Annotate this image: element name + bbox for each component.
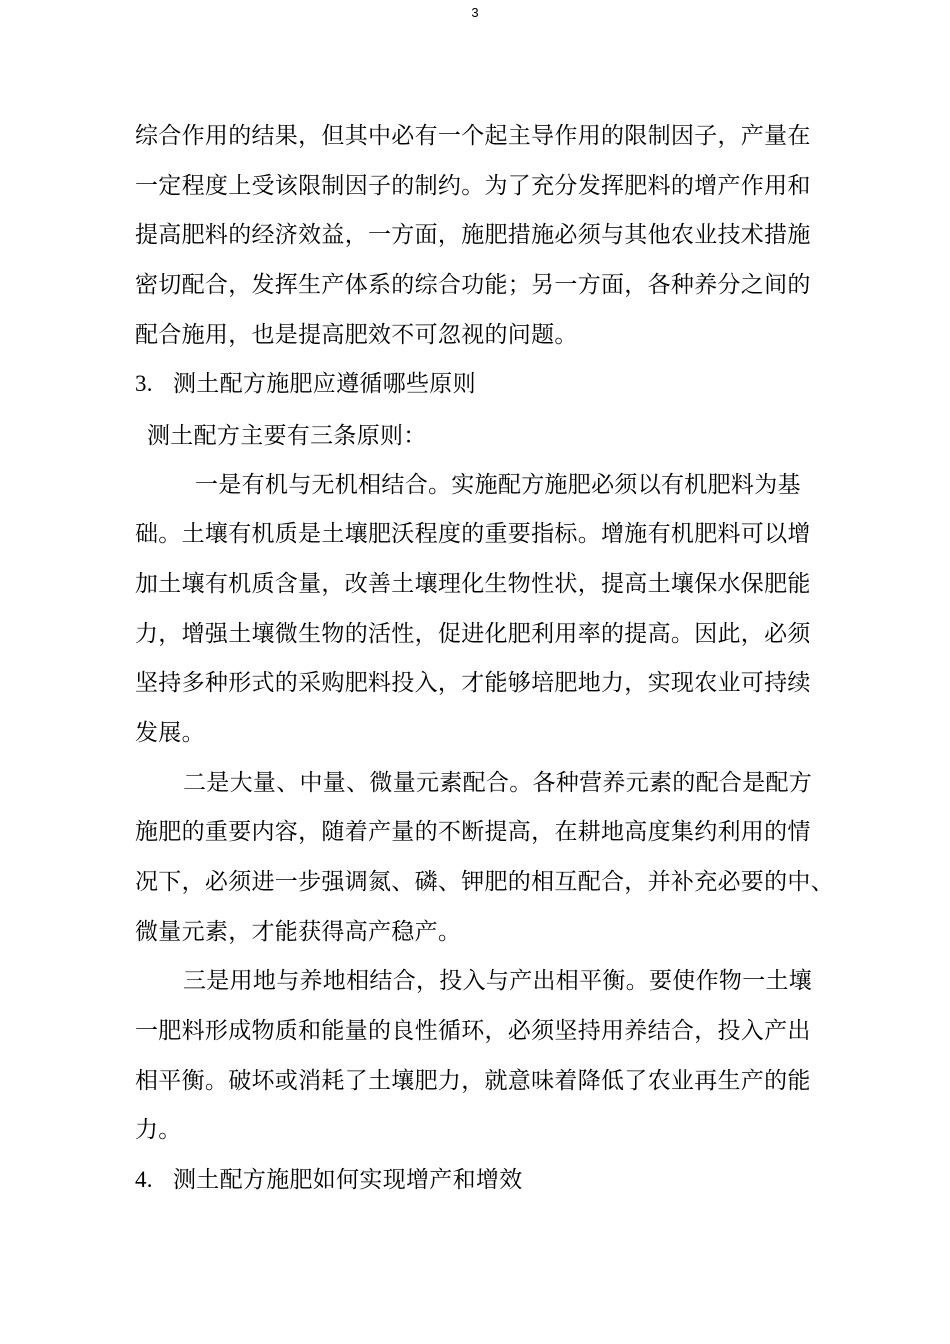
principle-1-line-4: 力，增强土壤微生物的活性，促进化肥利用率的提高。因此，必须 xyxy=(135,621,811,647)
principles-intro: 测土配方主要有三条原则： xyxy=(147,423,427,449)
paragraph-1-line-3: 提高肥料的经济效益，一方面，施肥措施必须与其他农业技术措施 xyxy=(135,222,811,248)
principle-2-line-2: 施肥的重要内容，随着产量的不断提高，在耕地高度集约利用的情 xyxy=(135,819,811,845)
principle-3-line-1: 三是用地与养地相结合，投入与产出相平衡。要使作物一土壤 xyxy=(183,968,813,994)
principle-1-line-2: 础。土壤有机质是土壤肥沃程度的重要指标。增施有机肥料可以增 xyxy=(135,521,811,547)
principle-3-line-4: 力。 xyxy=(135,1117,182,1143)
paragraph-1-line-2: 一定程度上受该限制因子的制约。为了充分发挥肥料的增产作用和 xyxy=(135,173,811,199)
heading-3-number: 3. xyxy=(135,371,153,396)
heading-3 xyxy=(135,369,476,399)
principle-3-line-2: 一肥料形成物质和能量的良性循环，必须坚持用养结合，投入产出 xyxy=(135,1018,811,1044)
principle-2-line-4: 微量元素，才能获得高产稳产。 xyxy=(135,919,462,945)
paragraph-1-line-1: 综合作用的结果，但其中必有一个起主导作用的限制因子，产量在 xyxy=(135,123,811,149)
principle-1-line-6: 发展。 xyxy=(135,720,205,746)
principle-2-line-1: 二是大量、中量、微量元素配合。各种营养元素的配合是配方 xyxy=(183,770,813,796)
principle-2-line-3: 况下，必须进一步强调氮、磷、钾肥的相互配合，并补充必要的中、 xyxy=(135,869,834,895)
heading-3-text: 测土配方施肥应遵循哪些原则 xyxy=(173,371,476,397)
paragraph-1-line-5: 配合施用，也是提高肥效不可忽视的问题。 xyxy=(135,322,578,348)
heading-4-text: 测土配方施肥如何实现增产和增效 xyxy=(173,1167,523,1193)
paragraph-1-line-4: 密切配合，发挥生产体系的综合功能；另一方面，各种养分之间的 xyxy=(135,272,811,298)
page-number: 3 xyxy=(471,5,479,20)
heading-4 xyxy=(135,1165,523,1195)
principle-1-line-5: 坚持多种形式的采购肥料投入，才能够培肥地力，实现农业可持续 xyxy=(135,670,811,696)
principle-1-line-3: 加土壤有机质含量，改善土壤理化生物性状，提高土壤保水保肥能 xyxy=(135,571,811,597)
principle-3-line-3: 相平衡。破坏或消耗了土壤肥力，就意味着降低了农业再生产的能 xyxy=(135,1068,811,1094)
principle-1-line-1: 一是有机与无机相结合。实施配方施肥必须以有机肥料为基 xyxy=(195,472,801,498)
heading-4-number: 4. xyxy=(135,1167,153,1192)
